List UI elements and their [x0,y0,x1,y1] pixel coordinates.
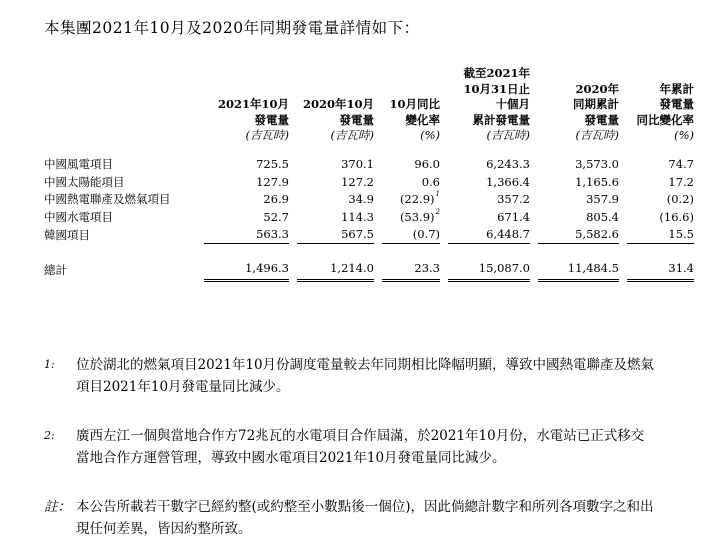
row-label: 中國風電項目 [44,157,113,172]
col-header [627,66,694,144]
cell-value [204,208,289,226]
cell-value [538,156,619,174]
row-label: 中國水電項目 [44,209,113,224]
cell-value [627,208,694,226]
cell-value [382,259,440,281]
cell-text: 26.9 [263,192,289,207]
cell-value [538,226,619,244]
note-mark: 註： [44,499,71,515]
cell-value [382,226,440,244]
table-row [44,173,694,191]
cell-value [204,173,289,191]
cell-value [297,226,374,244]
cell-value [448,173,530,191]
note-text: 本公告所載若干數字已經約整(或約整至小數點後一個位)，因此倘總計數字和所列各項數字之和出現任何差異，皆因約整所致。 [76,499,654,537]
table-header [44,66,694,144]
cell-value [538,259,619,281]
col-unit: (吉瓦時) [245,128,289,142]
cell-text: 15,087.0 [478,261,530,275]
cell-text: 1,366.4 [486,174,530,189]
cell-value [297,208,374,226]
cell-text: 357.2 [497,192,530,207]
cell-value [627,173,694,191]
cell-value [627,191,694,209]
row-label: 韓國項目 [44,227,90,242]
cell-text: 567.5 [341,227,374,242]
cell-value [204,191,289,209]
footnote-text: 位於湖北的燃氣項目2021年10月份調度電量較去年同期相比降幅明顯，導致中國熱電聯產及燃氣項目2021年10月發電量同比減少。 [76,357,655,395]
col-header-line: 變化率 [405,112,440,127]
col-header [297,66,374,144]
cell-text: 5,582.6 [575,227,619,242]
col-header-line: 發電量 [584,112,619,127]
cell-text: (0.2) [666,192,694,207]
cell-text: 6,243.3 [486,157,530,172]
cell-text: 805.4 [586,209,619,224]
cell-value [448,191,530,209]
col-header [382,66,440,144]
cell-text: 370.1 [341,157,374,172]
col-header-line: 發電量 [339,112,374,127]
col-header-line: 累計發電量 [472,112,530,127]
footnote-ref: 2 [435,207,440,216]
cell-text: 127.9 [256,174,289,189]
cell-text: 23.3 [414,261,440,275]
row-label: 中國熱電聯產及燃氣項目 [44,192,171,207]
cell-text: 17.2 [668,174,694,189]
cell-value [297,259,374,281]
cell-text: 563.3 [256,227,289,242]
cell-value [204,156,289,174]
cell-value [382,156,440,174]
col-unit: (吉瓦時) [330,128,374,142]
col-header-line: 10月31日止 [463,81,530,96]
col-header-line: 截至2021年 [463,66,530,80]
cell-text: 34.9 [348,192,374,207]
cell-text: 1,496.3 [245,261,289,275]
cell-value [538,208,619,226]
intro-text: 本集團2021年10月及2020年同期發電量詳情如下： [44,19,420,37]
col-header-line: 十個月 [495,97,530,111]
cell-text: 1,165.6 [575,174,619,189]
cell-value [448,208,530,226]
col-header-line: 年累計 [659,81,694,96]
cell-value [627,226,694,244]
footnote-mark: 1: [44,358,55,371]
cell-text: 357.9 [586,192,619,207]
cell-text: 1,214.0 [330,261,374,275]
cell-value [382,173,440,191]
cell-text: 6,448.7 [486,227,530,242]
cell-text: 74.7 [668,157,694,172]
footnote-mark: 2: [44,429,55,442]
generation-table [44,66,694,282]
cell-value [538,191,619,209]
cell-text: 0.6 [421,174,440,189]
cell-text: (22.9) [399,192,435,207]
cell-value [297,173,374,191]
cell-text: 52.7 [263,209,289,224]
table-row [44,156,694,174]
cell-text: 3,573.0 [575,157,619,172]
cell-value [448,156,530,174]
cell-value [448,226,530,244]
cell-text: 725.5 [256,157,289,172]
total-row [44,259,694,281]
footnote-text: 廣西左江一個與當地合作方72兆瓦的水電項目合作屆滿，於2021年10月份，水電站已正式移交當地合作方運營管理，導致中國水電項目2021年10月發電量同比減少。 [76,428,645,466]
cell-value [538,173,619,191]
col-header-line: 2020年10月 [302,97,374,111]
cell-text: 127.2 [341,174,374,189]
cell-value [204,259,289,281]
cell-value [297,156,374,174]
col-header-line: 同比變化率 [636,112,694,127]
col-header-line: 2021年10月 [217,97,289,111]
cell-text: 96.0 [414,157,440,172]
cell-value [627,156,694,174]
cell-value [382,208,440,226]
col-header-line: 同期累計 [573,97,619,111]
col-header [204,66,289,144]
col-unit: (吉瓦時) [486,128,530,142]
cell-value [448,259,530,281]
col-header-line: 發電量 [659,97,694,111]
col-header-line: 2020年 [575,81,619,96]
cell-text: (16.6) [659,209,694,224]
cell-text: (53.9) [399,209,435,224]
table-row [44,208,694,226]
col-header [538,66,619,144]
cell-value [382,191,440,209]
cell-text: (0.7) [412,227,440,242]
col-header [448,66,530,144]
table-row [44,226,694,244]
cell-value [204,226,289,244]
col-unit: (%) [674,128,694,142]
col-header-line: 10月同比 [389,97,440,111]
cell-text: 31.4 [668,261,694,275]
cell-text: 114.3 [341,209,374,224]
table-row [44,191,694,209]
col-unit: (吉瓦時) [575,128,619,142]
cell-text: 671.4 [497,209,530,224]
row-label: 中國太陽能項目 [44,174,125,189]
total-label: 總計 [44,262,67,277]
cell-value [297,191,374,209]
cell-text: 15.5 [668,227,694,242]
footnote-ref: 1 [435,190,440,199]
col-unit: (%) [420,128,440,142]
col-header-line: 發電量 [254,112,289,127]
cell-value [627,259,694,281]
cell-text: 11,484.5 [567,261,619,275]
